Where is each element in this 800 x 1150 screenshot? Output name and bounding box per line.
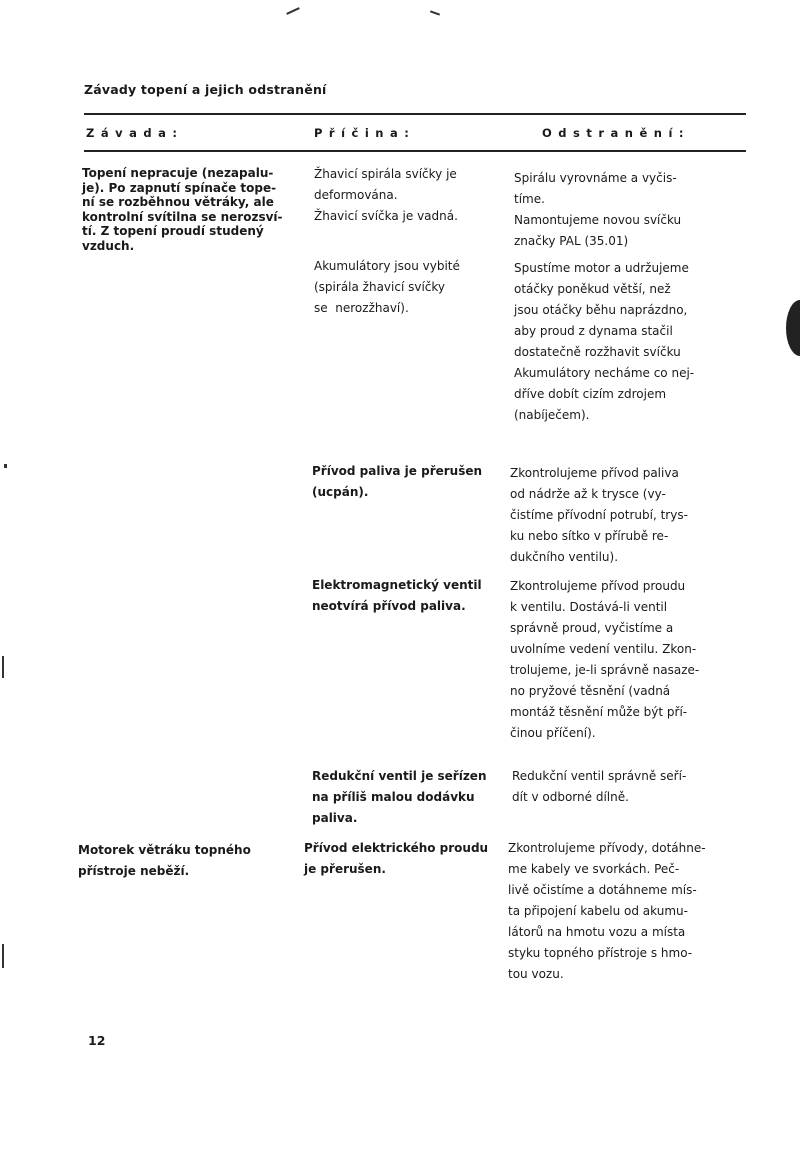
scan-speck <box>430 10 440 15</box>
table-cell-fault: Motorek větráku topného přístroje neběží. <box>78 843 251 878</box>
column-header-cause: Příčina: <box>314 126 416 140</box>
page-number: 12 <box>88 1033 106 1048</box>
scan-blot <box>786 300 800 356</box>
table-cell-cause: Přívod paliva je přerušen (ucpán). <box>312 464 483 499</box>
table-cell-remedy: Zkontrolujeme přívod proudu k ventilu. Dostává-li ventil správně proud, vyčistíme a uvolníme vedení ventilu. Zkon- trolujeme, je-li správně nasaze- no pryžové těsnění (vadná montáž těsnění může být pří- činou příčení). <box>510 579 700 740</box>
column-header-remedy: Odstranění: <box>542 126 690 140</box>
table-cell-cause: Redukční ventil je seřízen na příliš malou dodávku paliva. <box>312 769 487 825</box>
column-header-fault: Závada: <box>86 126 184 140</box>
table-top-rule <box>84 113 746 115</box>
table-cell-cause: Žhavicí spirála svíčky je deformována. Žhavicí svíčka je vadná. <box>314 167 458 223</box>
table-cell-cause: Přívod elektrického proudu je přerušen. <box>304 841 489 876</box>
table-cell-remedy: Zkontrolujeme přívod paliva od nádrže až k trysce (vy- čistíme přívodní potrubí, trys- ku nebo sítko v přírubě re- dukčního ventilu). <box>510 466 688 564</box>
page-title: Závady topení a jejich odstranění <box>84 82 327 97</box>
scan-edge-mark <box>2 944 4 968</box>
table-cell-cause: Elektromagnetický ventil neotvírá přívod paliva. <box>312 578 482 613</box>
table-cell-remedy: Spirálu vyrovnáme a vyčis- tíme. Namontujeme novou svíčku značky PAL (35.01) <box>514 171 682 248</box>
table-cell-cause: Akumulátory jsou vybité (spirála žhavicí svíčky se nerozžhaví). <box>314 259 460 315</box>
table-cell-remedy: Redukční ventil správně seří- dít v odborné dílně. <box>512 769 687 804</box>
table-cell-remedy: Zkontrolujeme přívody, dotáhne- me kabely ve svorkách. Peč- livě očistíme a dotáhneme mís- ta připojení kabelu od akumu- látorů na hmotu vozu a místa styku topného přístroje s hmo- tou vozu. <box>508 841 706 981</box>
table-header-rule <box>84 150 746 152</box>
table-cell-remedy: Spustíme motor a udržujeme otáčky poněkud větší, než jsou otáčky běhu naprázdno, aby proud z dynama stačil dostatečně rozžhavit svíčku Akumulátory necháme co nej- dříve dobít cizím zdrojem (nabíječem). <box>514 261 695 422</box>
table-cell-fault: Topení nepracuje (nezapalu- je). Po zapnutí spínače tope- ní se rozběhnou větráky, ale kontrolní svítilna se nerozsví- tí. Z topení proudí studený vzduch. <box>82 166 283 253</box>
scan-speck <box>286 7 300 15</box>
scan-speck <box>4 464 7 468</box>
scan-edge-mark <box>2 656 4 678</box>
